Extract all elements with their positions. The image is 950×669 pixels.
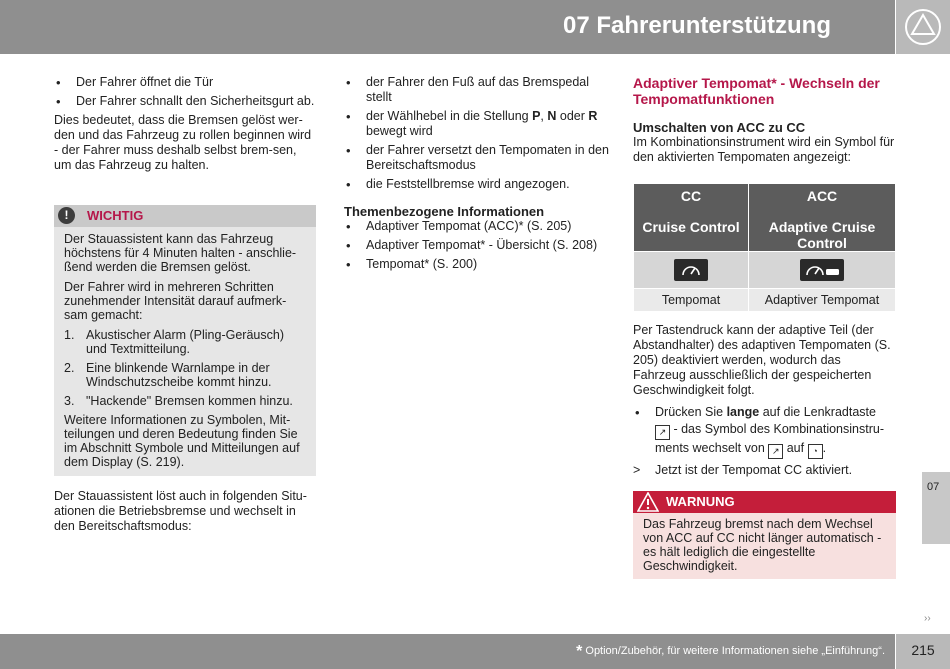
page-number: 215 [896, 634, 950, 669]
page-header [0, 0, 895, 54]
list-item: • der Wählhebel in die Stellung P, N oder R bewegt wird [344, 109, 610, 139]
table-header-acc: ACC Adaptive Cruise Control [749, 184, 896, 252]
list-item: • Der Fahrer schnallt den Sicherheitsgurt ab. [54, 94, 316, 109]
speedometer-car-icon [800, 259, 844, 281]
chapter-title: 07 Fahrerunterstützung [562, 12, 831, 39]
important-text: Der Fahrer wird in mehreren Schritten zunehmender Intensität darauf aufmerk-sam gemacht: [64, 280, 287, 322]
warning-header [633, 491, 896, 513]
step-list [64, 328, 306, 408]
warning-box [633, 491, 896, 579]
important-text: Weitere Informationen zu Symbolen, Mit-teilungen und deren Bedeutung finden Sie im Abschnitt Symbole und Mitteilungen auf dem Display (S. 219). [64, 413, 300, 469]
bullet-list [344, 75, 610, 192]
chapter-tab[interactable]: 07 [922, 472, 950, 544]
column-right-lower [633, 323, 896, 478]
paragraph: Im Kombinationsinstrument wird ein Symbol für den aktivierten Tempomaten angezeigt: [633, 135, 895, 164]
important-header [54, 205, 316, 227]
continue-arrow-icon: ›› [924, 613, 931, 624]
important-box [54, 205, 316, 476]
speedometer-icon [674, 259, 708, 281]
list-item: 2. Eine blinkende Warnlampe in der Windschutzscheibe kommt hinzu. [64, 361, 272, 389]
list-item: • die Feststellbremse wird angezogen. [344, 177, 610, 192]
list-item: • Der Fahrer öffnet die Tür [54, 75, 316, 90]
warning-triangle-icon [896, 0, 950, 54]
important-label: WICHTIG [87, 208, 144, 223]
list-item: 3. "Hackende" Bremsen kommen hinzu. [64, 394, 293, 408]
result-line: > Jetzt ist der Tempomat CC aktiviert. [633, 463, 853, 477]
important-text: Der Stauassistent kann das Fahrzeug höchstens für 4 Minuten halten - anschlie-ßend werden die Bremsen gelöst. [64, 232, 297, 274]
table-cell: Adaptiver Tempomat [749, 289, 896, 312]
list-item: • der Fahrer versetzt den Tempomaten in den Bereitschaftsmodus [344, 143, 610, 173]
steering-button-icon: ↗ [655, 425, 670, 440]
footer-note: * Option/Zubehör, für weitere Informationen siehe „Einführung“. [576, 643, 885, 660]
related-link[interactable]: • Adaptiver Tempomat* - Übersicht (S. 208) [344, 238, 610, 253]
paragraph: Per Tastendruck kann der adaptive Teil (der Abstandhalter) des adaptiven Tempomaten (S. 205) deaktiviert werden, wodurch das Fahrzeug ausschließlich der gespeicherten Geschwindigkeit folgt. [633, 323, 891, 397]
warning-text: Das Fahrzeug bremst nach dem Wechsel von ACC auf CC nicht länger automatisch - es hält lediglich die eingestellte Geschwindigkeit. [643, 517, 882, 573]
table-header-cc: CC Cruise Control [634, 184, 749, 252]
related-link[interactable]: • Tempomat* (S. 200) [344, 257, 610, 272]
warning-label: WARNUNG [666, 494, 735, 509]
related-link[interactable]: • Adaptiver Tempomat (ACC)* (S. 205) [344, 219, 610, 234]
list-item: • der Fahrer den Fuß auf das Bremspedal stellt [344, 75, 610, 105]
cc-symbol-icon: ◔ [808, 444, 823, 459]
list-item: 1. Akustischer Alarm (Pling-Geräusch) und Textmitteilung. [64, 328, 284, 356]
instruction-list [633, 404, 896, 459]
related-list [344, 219, 610, 272]
column-middle [344, 75, 610, 276]
warning-icon [637, 492, 659, 512]
paragraph: Der Stauassistent löst auch in folgenden Situ-ationen die Betriebsbremse und wechselt in den Bereitschaftsmodus: [54, 489, 307, 533]
bullet-list [54, 75, 316, 109]
column-left-bottom [54, 489, 316, 540]
exclamation-icon: ! [58, 207, 75, 224]
paragraph: Dies bedeutet, dass die Bremsen gelöst wer-den und das Fahrzeug zu rollen beginnen wird - der Fahrer muss deshalb selbst brem-sen, um das Fahrzeug zu halten. [54, 113, 312, 172]
column-right [633, 75, 896, 171]
page-footer [0, 634, 895, 669]
section-title: Adaptiver Tempomat* - Wechseln der Tempomatfunktionen [633, 75, 880, 107]
related-heading: Themenbezogene Informationen [344, 204, 545, 219]
cruise-control-table [633, 183, 896, 312]
subsection-title: Umschalten von ACC zu CC [633, 120, 806, 135]
table-cell: Tempomat [634, 289, 749, 312]
acc-symbol-icon: ↗ [768, 444, 783, 459]
column-left [54, 75, 316, 179]
list-item: • Drücken Sie lange auf die Lenkradtaste ↗ - das Symbol des Kombinationsinstru-ments wechselt von ↗ auf ◔ . [633, 404, 896, 459]
